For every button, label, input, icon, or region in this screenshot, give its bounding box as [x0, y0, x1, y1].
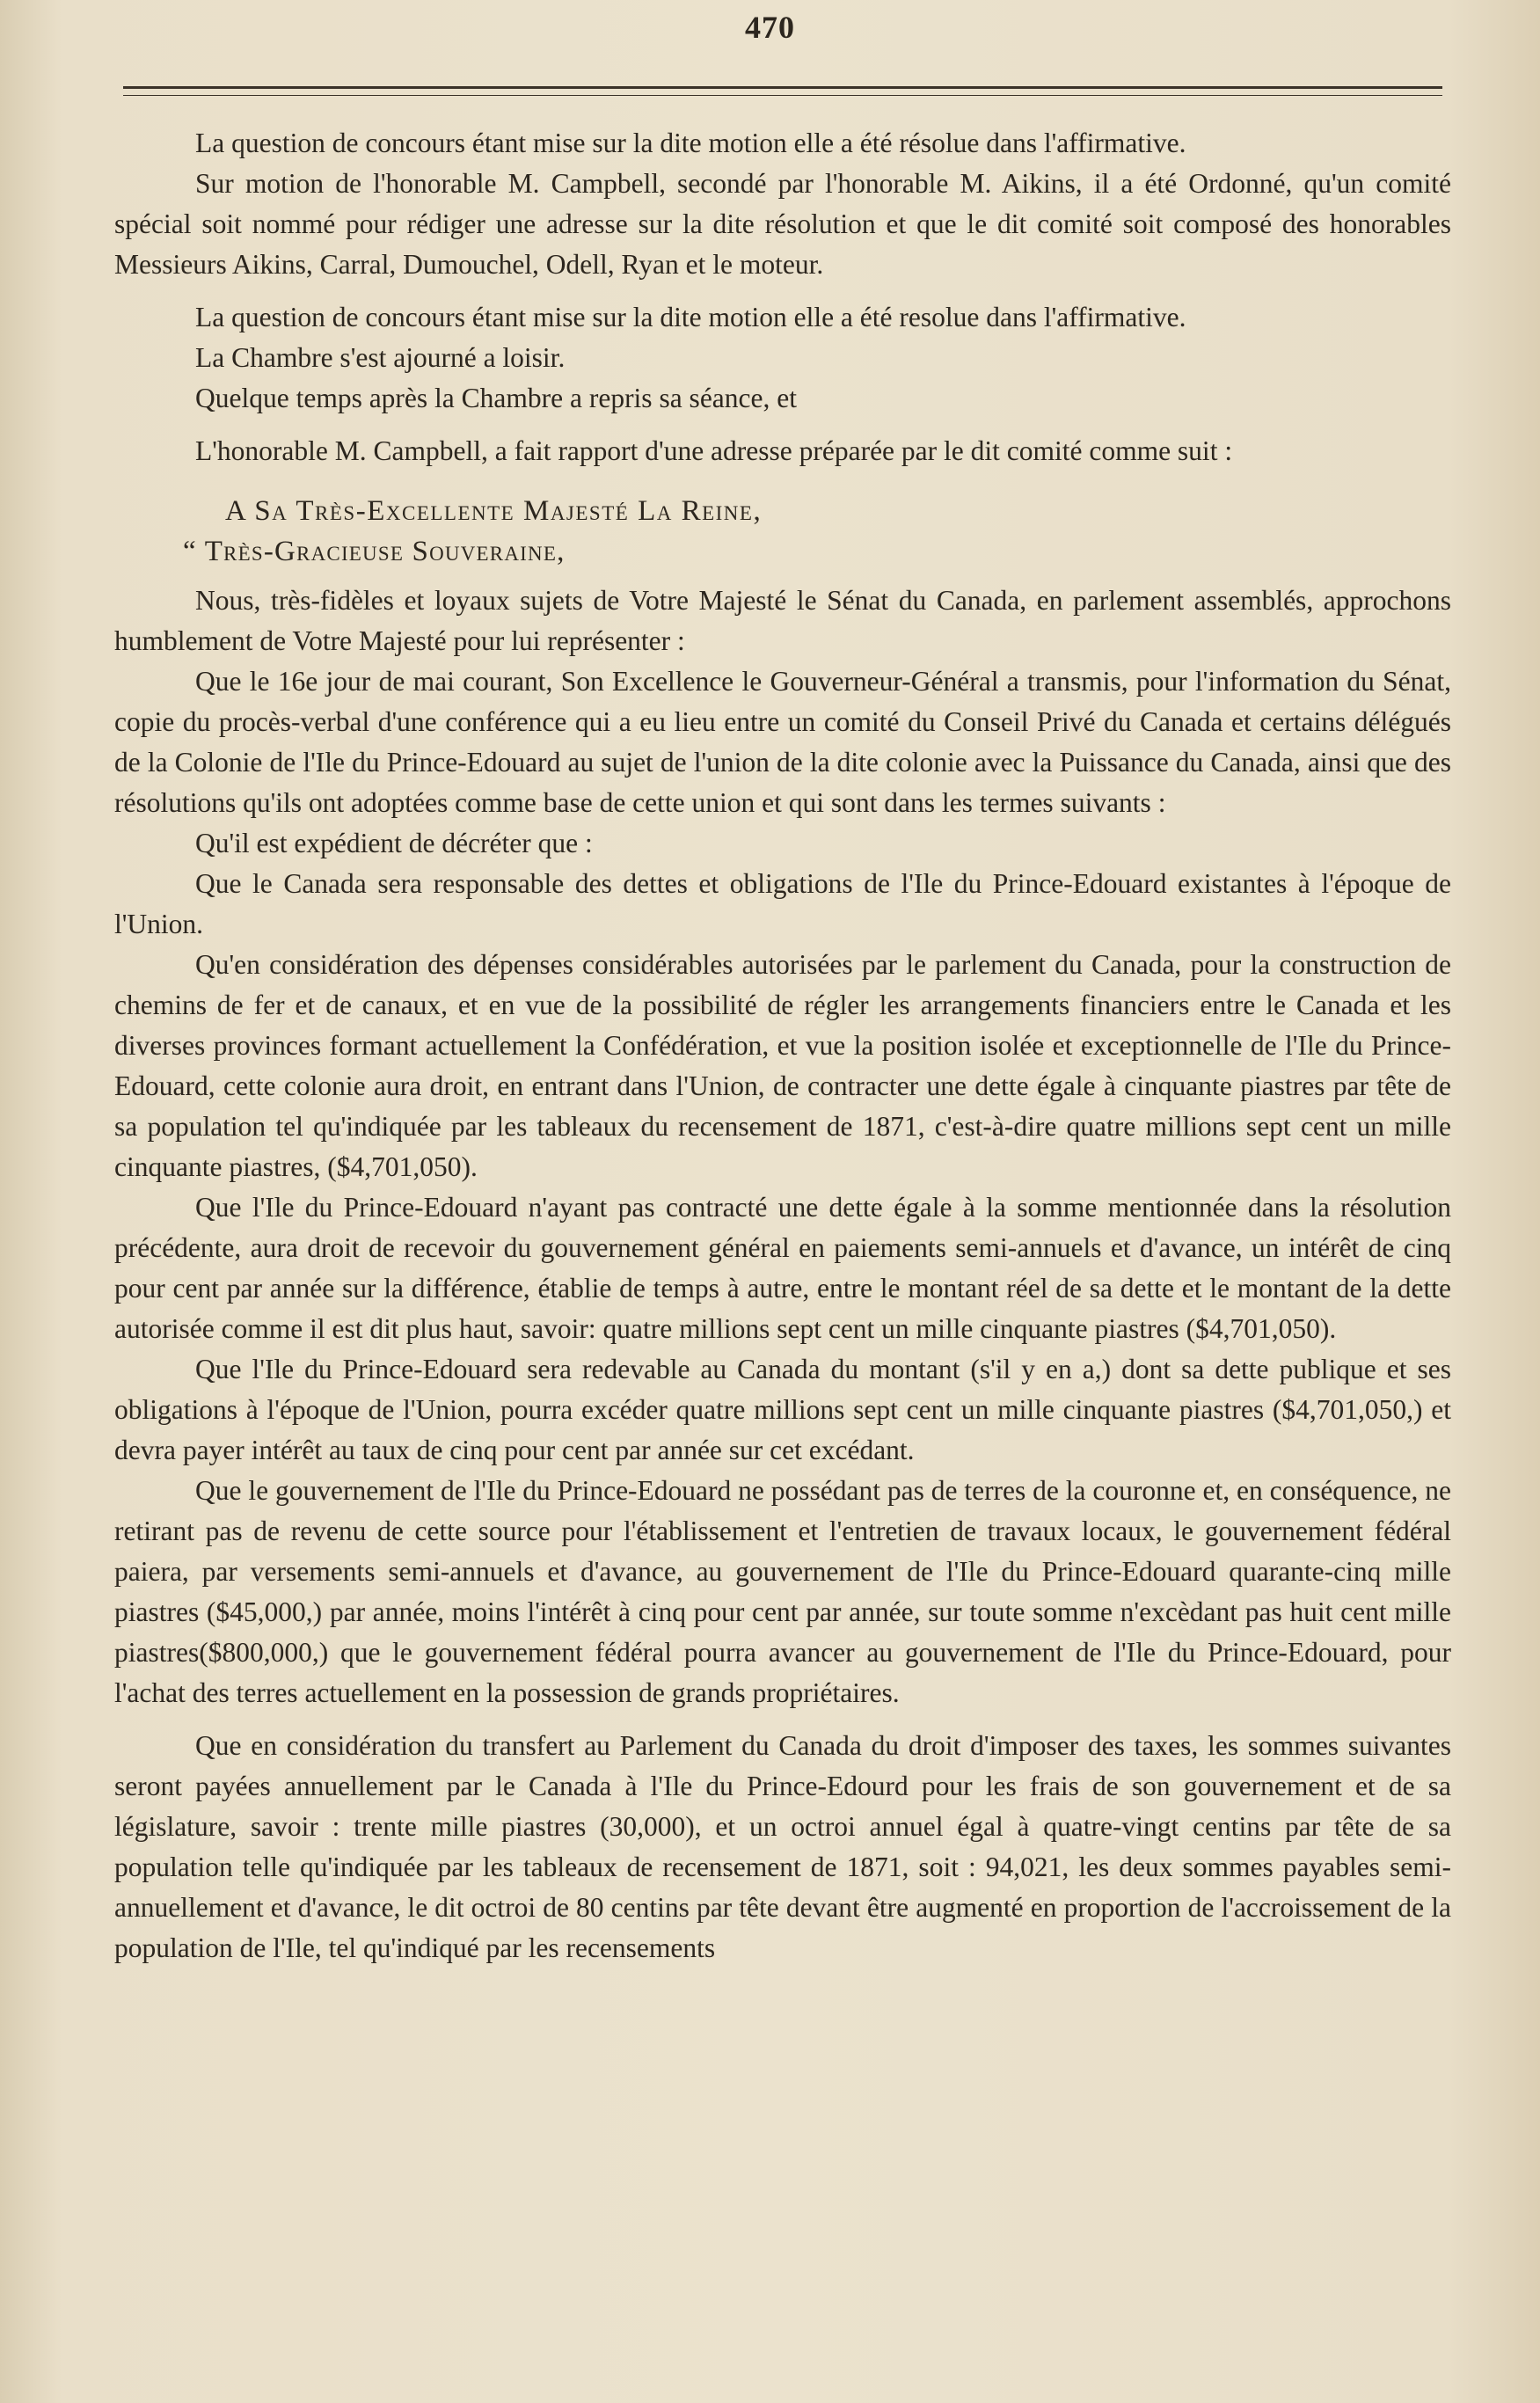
- paragraph-16: Que le gouvernement de l'Ile du Prince-Edouard ne possédant pas de terres de la couronne et, en conséquence, ne retirant pas de revenu de cette source pour l'établissement et l'entretien de travaux locaux, le gouvernement fédéral paiera, par versements semi-annuels et d'avance, au gouvernement de l'Ile du Prince-Edouard quarante-cinq mille piastres ($45,000,) par année, moins l'intérêt à cinq pour cent par année, sur toute somme n'excèdant pas huit cent mille piastres($800,000,) que le gouvernement fédéral pourra avancer au gouvernement de l'Ile du Prince-Edouard, pour l'achat des terres actuellement en la possession de grands propriétaires.: [114, 1475, 1451, 1708]
- paragraph-14: Que l'Ile du Prince-Edouard n'ayant pas contracté une dette égale à la somme mentionnée dans la résolution précédente, aura droit de recevoir du gouvernement général en paiements semi-annuels et d'avance, un intérêt de cinq pour cent par année sur la différence, établie de temps à autre, entre le montant réel de sa dette et le montant de la dette autorisée comme il est dit plus haut, savoir: quatre millions sept cent un mille cinquante piastres ($4,701,050).: [114, 1192, 1451, 1344]
- paragraph-11: Qu'il est expédient de décréter que :: [195, 828, 593, 858]
- address-heading: A Sa Très-Excellente Majesté La Reine,: [225, 495, 763, 527]
- paragraph-2: Sur motion de l'honorable M. Campbell, secondé par l'honorable M. Aikins, il a été Ordonné, qu'un comité spécial soit nommé pour rédiger une adresse sur la dite résolution et que le dit comité soit composé des honorables Messieurs Aikins, Carral, Dumouchel, Odell, Ryan et le moteur.: [114, 168, 1451, 280]
- paragraph-17: Que en considération du transfert au Parlement du Canada du droit d'imposer des taxes, les sommes suivantes seront payées annuellement par le Canada à l'Ile du Prince-Edourd pour les frais de son gouvernement et de sa législature, savoir : trente mille piastres (30,000), et un octroi annuel égal à quatre-vingt centins par tête de sa population telle qu'indiquée par les tableaux de recensement de 1871, soit : 94,021, les deux sommes payables semi-annuellement et d'avance, le dit octroi de 80 centins par tête devant être augmenté en proportion de l'accroissement de la population de l'Ile, tel qu'indiqué par les recensements: [114, 1730, 1451, 1963]
- paragraph-10: Que le 16e jour de mai courant, Son Excellence le Gouverneur-Général a transmis, pour l'information du Sénat, copie du procès-verbal d'une conférence qui a eu lieu entre un comité du Conseil Privé du Canada et certains délégués de la Colonie de l'Ile du Prince-Edouard au sujet de l'union de la dite colonie avec la Puissance du Canada, ainsi que des résolutions qu'ils ont adoptées comme base de cette union et qui sont dans les termes suivants :: [114, 666, 1451, 818]
- header-rule-thick: [123, 86, 1442, 89]
- paragraph-5: Quelque temps après la Chambre a repris sa séance, et: [195, 383, 797, 413]
- paragraph-12: Que le Canada sera responsable des dettes et obligations de l'Ile du Prince-Edouard existantes à l'époque de l'Union.: [114, 868, 1451, 939]
- paragraph-13: Qu'en considération des dépenses considérables autorisées par le parlement du Canada, pour la construction de chemins de fer et de canaux, et en vue de la possibilité de régler les arrangements financiers entre le Canada et les diverses provinces formant actuellement la Confédération, et vue la position isolée et exceptionnelle de l'Ile du Prince-Edouard, cette colonie aura droit, en entrant dans l'Union, de contracter une dette égale à cinquante piastres par tête de sa population tel qu'indiquée par les tableaux du recensement de 1871, c'est-à-dire quatre millions sept cent un mille cinquante piastres, ($4,701,050).: [114, 949, 1451, 1182]
- paragraph-15: Que l'Ile du Prince-Edouard sera redevable au Canada du montant (s'il y en a,) dont sa dette publique et ses obligations à l'époque de l'Union, pourra excéder quatre millions sept cent un mille cinquante piastres ($4,701,050,) et devra payer intérêt au taux de cinq pour cent par année sur cet excédant.: [114, 1354, 1451, 1465]
- paragraph-6: L'honorable M. Campbell, a fait rapport d'une adresse préparée par le dit comité comme suit :: [195, 435, 1233, 466]
- header-rule-thin: [123, 95, 1442, 96]
- paragraph-3: La question de concours étant mise sur la dite motion elle a été resolue dans l'affirmative.: [195, 302, 1186, 332]
- document-body: [114, 123, 1451, 1968]
- paragraph-9: Nous, très-fidèles et loyaux sujets de Votre Majesté le Sénat du Canada, en parlement assemblés, approchons humblement de Votre Majesté pour lui représenter :: [114, 585, 1451, 656]
- paragraph-4: La Chambre s'est ajourné a loisir.: [195, 342, 566, 373]
- salutation: “ Très-Gracieuse Souveraine,: [183, 536, 566, 567]
- page-number: 470: [745, 10, 795, 45]
- paragraph-1: La question de concours étant mise sur la dite motion elle a été résolue dans l'affirmative.: [195, 128, 1186, 158]
